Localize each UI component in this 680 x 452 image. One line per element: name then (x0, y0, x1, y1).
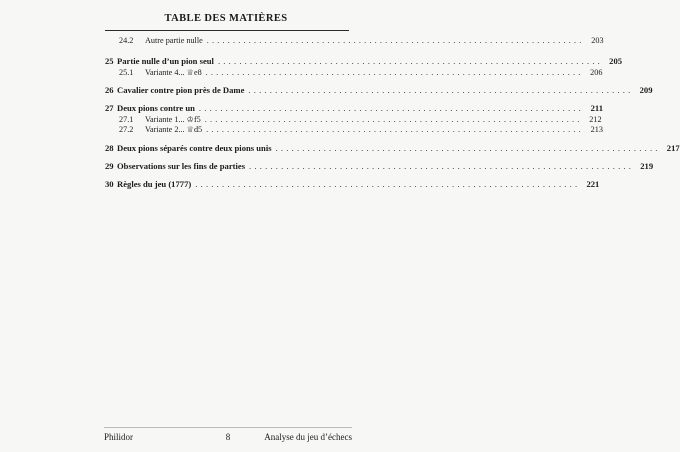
header-rule (105, 30, 349, 31)
toc-entry-title: Autre partie nulle (145, 36, 203, 45)
toc-entry-title: Deux pions séparés contre deux pions unis (117, 143, 272, 153)
toc-entry-page: 221 (586, 179, 600, 189)
toc-entry-number: 27.2 (119, 125, 134, 134)
footer-rule (104, 427, 352, 428)
dot-leader: ........................................................................ (195, 179, 581, 189)
dot-leader: ........................................................................ (248, 85, 634, 95)
toc-entry-number: 29 (105, 161, 114, 171)
dot-leader: ........................................................................ (205, 68, 584, 77)
toc-entry-number: 27 (105, 103, 114, 113)
page-footer (104, 432, 352, 444)
dot-leader: ........................................................................ (206, 36, 585, 45)
toc-entry-title: Variante 4... ♕e8 (145, 68, 202, 77)
toc-entry-page: 206 (590, 68, 603, 77)
toc-entry-number: 28 (105, 143, 114, 153)
toc-entry-number: 25.1 (119, 68, 134, 77)
toc-entry-page: 205 (609, 56, 623, 66)
footer-page-number: 8 (225, 432, 231, 442)
dot-leader: ........................................................................ (204, 115, 583, 124)
dot-leader: ........................................................................ (275, 143, 661, 153)
toc-entry-30[interactable] (105, 179, 600, 191)
toc-entry-page: 203 (591, 36, 604, 45)
dot-leader: ........................................................................ (198, 103, 585, 113)
toc-entry-page: 211 (590, 103, 604, 113)
toc-entry-title: Variante 2... ♕d5 (145, 125, 203, 134)
toc-entry-title: Observations sur les fins de parties (117, 161, 246, 171)
toc-entry-number: 27.1 (119, 115, 134, 124)
footer-author: Philidor (104, 432, 134, 442)
toc-entry-number: 24.2 (119, 36, 134, 45)
toc-entry-page: 213 (590, 125, 603, 134)
toc-entry-title: Deux pions contre un (117, 103, 195, 113)
toc-entry-number: 30 (105, 179, 114, 189)
toc-entry-number: 25 (105, 56, 114, 66)
toc-entry-27-2[interactable] (105, 124, 603, 136)
dot-leader: ........................................................................ (217, 56, 604, 66)
toc-entry-title: Partie nulle d’un pion seul (117, 56, 214, 66)
toc-entry-number: 26 (105, 85, 114, 95)
dot-leader: ........................................................................ (249, 161, 635, 171)
toc-entry-24-2[interactable] (105, 36, 604, 48)
toc-entry-29[interactable] (105, 161, 654, 173)
toc-entry-page: 209 (639, 85, 653, 95)
toc-entry-28[interactable] (105, 143, 680, 155)
footer-book-title: Analyse du jeu d’échecs (264, 432, 352, 442)
toc-entry-title: Variante 1... ♔f5 (145, 115, 201, 124)
toc-entry-page: 212 (589, 115, 602, 124)
toc-entry-page: 217 (666, 143, 680, 153)
toc-entry-26[interactable] (105, 85, 653, 97)
toc-entry-page: 219 (640, 161, 654, 171)
toc-entry-title: Règles du jeu (1777) (117, 179, 192, 189)
toc-entry-25-1[interactable] (105, 67, 603, 79)
dot-leader: ........................................................................ (206, 125, 584, 134)
toc-entry-title: Cavalier contre pion près de Dame (117, 85, 245, 95)
page-header-title: TABLE DES MATIÈRES (164, 13, 288, 24)
